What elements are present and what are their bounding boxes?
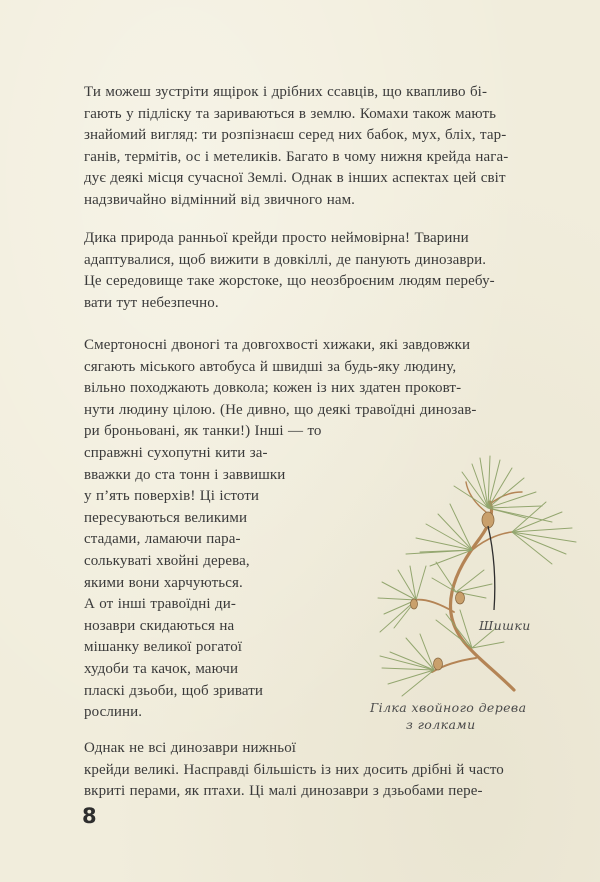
text-line: ганів, термітів, ос і метеликів. Багато в чому нижня крейда нага- <box>84 148 509 165</box>
text-line: вважки до ста тонн і заввишки <box>84 466 286 483</box>
text-line: Смертоносні двоногі та довгохвості хижаки, які завдовжки <box>84 337 471 353</box>
text-line: А от інші травоїдні ди- <box>84 596 236 613</box>
text-line: у п’ять поверхів! Ці істоти <box>84 488 260 505</box>
text-line: вкриті перами, як птахи. Ці малі динозаври з дзьобами пере- <box>84 783 483 800</box>
text-line: дує деякі місця сучасної Землі. Однак в інших аспектах цей світ <box>84 170 506 187</box>
paragraph-2 <box>84 228 524 314</box>
text-line: вати тут небезпечно. <box>84 294 219 311</box>
text-line: справжні сухопутні кити за- <box>84 444 268 461</box>
text-line: Дика природа ранньої крейди просто неймовірна! Тварини <box>84 230 469 246</box>
text-line: рослини. <box>84 704 143 721</box>
pine-branch-illustration <box>376 442 586 712</box>
text-line: худоби та качок, маючи <box>84 660 239 677</box>
text-line: Ти можеш зустріти ящірок і дрібних ссавців, що кваплив​о бі- <box>84 84 488 100</box>
text-line: пласкі дзьоби, щоб зривати <box>84 682 263 699</box>
text-line: Однак не всі динозаври нижньої <box>84 740 297 756</box>
text-line: ри броньовані, як танки!) Інші — то <box>84 423 322 440</box>
text-line: крейди великі. Насправді більшість із них досить дрібні й часто <box>84 761 504 778</box>
text-line: солькуваті хвойні дерева, <box>84 552 250 569</box>
text-line: надзвичайно відмінний від звичного нам. <box>84 191 356 208</box>
text-line: адаптувалися, щоб вижити в довкіллі, де панують динозаври. <box>84 251 487 268</box>
text-line: якими вони харчуються. <box>84 574 243 591</box>
text-line: Це середовище таке жорстоке, що неозброєним людям перебу- <box>84 273 495 290</box>
text-line: гають у підліску та зариваються в землю. Комахи також мають <box>84 105 497 122</box>
cones-label: Шишки <box>479 618 531 633</box>
text-line: пересуваються великими <box>84 509 248 526</box>
text-line: знайомий вигляд: ти розпізнаєш серед них бабок, мух, бліх, тар- <box>84 127 507 144</box>
paragraph-1 <box>84 82 524 212</box>
paragraph-4 <box>84 738 524 803</box>
pine-branch-icon <box>376 442 586 712</box>
text-line: нозаври скидаються на <box>84 617 235 634</box>
branch-caption-line-1: Гілка хвойного дерева <box>370 700 527 715</box>
text-line: вільно походжають довкола; кожен із них здатен проковт- <box>84 380 462 397</box>
text-line: сягають міського автобуса й швидші за будь-яку людину, <box>84 358 457 375</box>
text-line: стадами, ламаючи пара- <box>84 531 241 548</box>
page-number: 8 <box>82 804 97 828</box>
branch-caption-line-2: з голками <box>406 717 476 732</box>
text-line: мішанку великої рогатої <box>84 639 243 656</box>
text-line: нути людину цілою. (Не дивно, що деякі травоїдні динозав- <box>84 401 477 418</box>
